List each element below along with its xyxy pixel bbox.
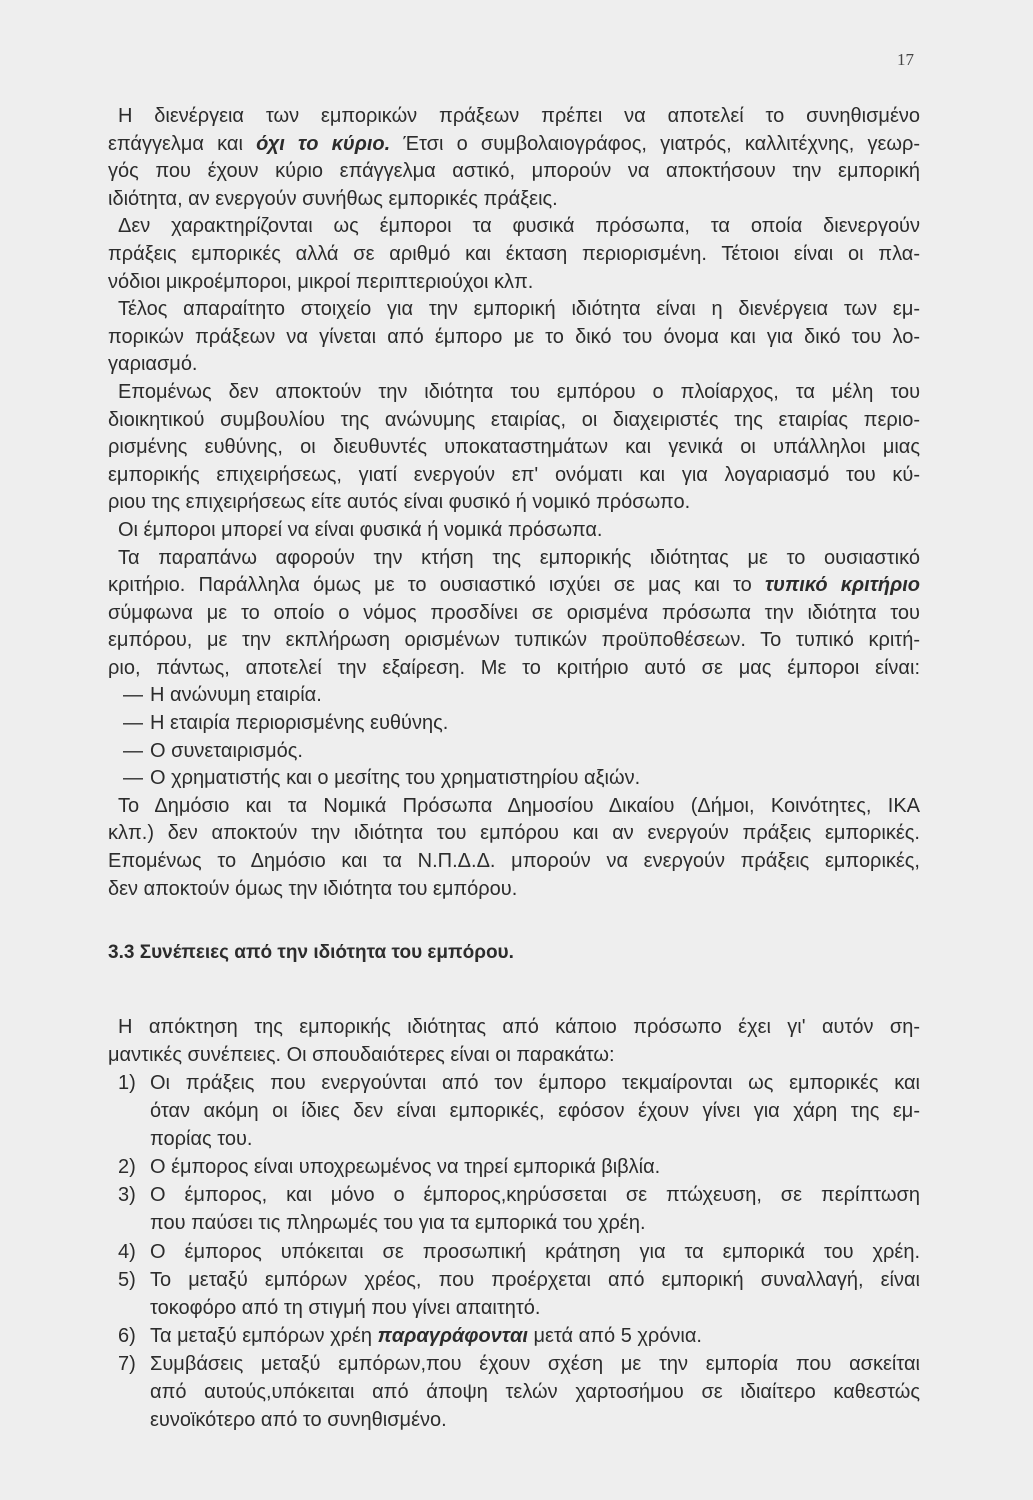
list-item-text: Η εταιρία περιορισμένης ευθύνης. <box>150 712 449 735</box>
text-line: Το μεταξύ εμπόρων χρέος, που προέρχεται από εμπορική συναλλαγή, είναι <box>150 1268 920 1291</box>
paragraph <box>108 545 920 683</box>
text-line: Τα παραπάνω αφορούν την κτήση της εμπορικής ιδιότητας με το ουσιαστικό <box>118 546 920 569</box>
text-line: από αυτούς,υπόκειται από άποψη τελών χαρτοσήμου σε ιδιαίτερο καθεστώς <box>150 1380 920 1403</box>
text-line: εμπόρου, με την εκπλήρωση ορισμένων τυπικών προϋποθέσεων. Το τυπικό κριτή- <box>108 629 920 652</box>
text-line: που παύσει τις πληρωμές του για τα εμπορικά του χρέη. <box>150 1212 646 1235</box>
text-line: πορίας του. <box>150 1128 253 1151</box>
text-line: όταν ακόμη οι ίδιες δεν είναι εμπορικές, εφόσον έχουν γίνει για χάρη της εμ- <box>150 1100 920 1123</box>
text-line: Ο έμπορος υπόκειται σε προσωπική κράτηση για τα εμπορικά του χρέη. <box>150 1240 920 1263</box>
numbered-item <box>108 1350 920 1434</box>
numbered-item <box>108 1266 920 1322</box>
list-item-text: Η ανώνυμη εταιρία. <box>150 684 322 707</box>
body-text-block <box>108 103 920 903</box>
text-line: Ο έμπορος είναι υποχρεωμένος να τηρεί εμπορικά βιβλία. <box>150 1156 661 1179</box>
emphasis-text: τυπικό κριτήριο <box>764 574 920 597</box>
item-number: 5) <box>118 1268 136 1291</box>
item-number: 6) <box>118 1324 136 1347</box>
text-line: δεν αποκτούν όμως την ιδιότητα του εμπόρου. <box>108 877 518 900</box>
numbered-item <box>108 1238 920 1266</box>
text-line: ιδιότητα, αν ενεργούν συνήθως εμπορικές πράξεις. <box>108 187 558 210</box>
list-item-text: Ο χρηματιστής και ο μεσίτης του χρηματιστηρίου αξιών. <box>150 767 641 790</box>
list-item <box>108 710 920 738</box>
list-dash: — <box>123 684 143 707</box>
numbered-item <box>108 1153 920 1181</box>
text-line: Επομένως δεν αποκτούν την ιδιότητα του εμπόρου ο πλοίαρχος, τα μέλη του <box>118 380 920 403</box>
section-body-block <box>108 1013 920 1434</box>
paragraph <box>108 793 920 903</box>
text-span: Έτσι ο συμβολαιογράφος, γιατρός, καλλιτέχνης, γεωρ- <box>390 132 921 155</box>
numbered-item <box>108 1181 920 1237</box>
numbered-item <box>108 1069 920 1153</box>
paragraph <box>108 1013 920 1069</box>
text-line: γός που έχουν κύριο επάγγελμα αστικό, μπορούν να αποκτήσουν την εμπορική <box>108 160 920 183</box>
text-span: κριτήριο. Παράλληλα όμως με το ουσιαστικό ισχύει σε μας και το <box>108 574 765 597</box>
emphasis-text: όχι το κύριο. <box>256 132 391 155</box>
paragraph <box>108 213 920 296</box>
text-line: Ο έμπορος, και μόνο ο έμπορος,κηρύσσεται σε πτώχευση, σε περίπτωση <box>150 1184 920 1207</box>
text-line: Η απόκτηση της εμπορικής ιδιότητας από κάποιο πρόσωπο έχει γι' αυτόν ση- <box>118 1016 920 1038</box>
text-line: Συμβάσεις μεταξύ εμπόρων,που έχουν σχέση με την εμπορία που ασκείται <box>150 1352 920 1375</box>
item-number: 2) <box>118 1156 136 1179</box>
emphasis-text: παραγράφονται <box>377 1324 528 1347</box>
text-line: τοκοφόρο από τη στιγμή που γίνει απαιτητό. <box>150 1296 541 1319</box>
list-dash: — <box>123 767 143 790</box>
text-line: Οι πράξεις που ενεργούνται από τον έμπορο τεκμαίρονται ως εμπορικές και <box>150 1072 920 1095</box>
text-span: Τα μεταξύ εμπόρων χρέη <box>150 1324 378 1347</box>
text-line: ριου της επιχειρήσεως είτε αυτός είναι φυσικό ή νομικό πρόσωπο. <box>108 491 691 514</box>
text-line: γαριασμό. <box>108 353 198 376</box>
list-item-text: Ο συνεταιρισμός. <box>150 739 303 762</box>
text-line: ρισμένης ευθύνης, οι διευθυντές υποκαταστημάτων και γενικά οι υπάλληλοι μιας <box>108 436 920 459</box>
text-line <box>108 572 920 600</box>
list-dash: — <box>123 712 143 735</box>
text-line: Η διενέργεια των εμπορικών πράξεων πρέπει να αποτελεί το συνηθισμένο <box>118 105 920 127</box>
text-line: Επομένως το Δημόσιο και τα Ν.Π.Δ.Δ. μπορούν να ενεργούν πράξεις εμπορικές, <box>108 850 920 873</box>
formal-merchants-list <box>108 682 920 792</box>
section-heading: 3.3 Συνέπειες από την ιδιότητα του εμπόρου. <box>108 942 514 963</box>
text-line: διοικητικού συμβουλίου της ανώνυμης εταιρίας, οι διαχειριστές της εταιρίας περιο- <box>108 408 920 431</box>
text-line: Το Δημόσιο και τα Νομικά Πρόσωπα Δημοσίου Δικαίου (Δήμοι, Κοινότητες, ΙΚΑ <box>118 794 920 817</box>
item-number: 4) <box>118 1240 136 1263</box>
numbered-item <box>108 1322 920 1350</box>
text-line: κλπ.) δεν αποκτούν την ιδιότητα του εμπόρου και αν ενεργούν πράξεις εμπορικές. <box>108 822 920 845</box>
item-number: 3) <box>118 1184 136 1207</box>
text-line: μαντικές συνέπειες. Οι σπουδαιότερες είναι οι παρακάτω: <box>108 1044 615 1067</box>
paragraph <box>108 517 920 545</box>
item-number: 1) <box>118 1072 136 1095</box>
text-line: πράξεις εμπορικές αλλά σε αριθμό και έκταση περιορισμένη. Τέτοιοι είναι οι πλα- <box>108 242 920 265</box>
text-line: νόδιοι μικροέμποροι, μικροί περιπτεριούχοι κλπ. <box>108 270 534 293</box>
text-line <box>150 1322 920 1350</box>
text-line: ριο, πάντως, αποτελεί την εξαίρεση. Με το κριτήριο αυτό σε μας έμποροι είναι: <box>108 656 920 679</box>
text-line: πορικών πράξεων να γίνεται από έμπορο με το δικό του όνομα και για δικό του λο- <box>108 325 920 348</box>
page-number: 17 <box>897 50 914 69</box>
text-line: Δεν χαρακτηρίζονται ως έμποροι τα φυσικά πρόσωπα, τα οποία διενεργούν <box>118 215 920 238</box>
text-line: σύμφωνα με το οποίο ο νόμος προσδίνει σε ορισμένα πρόσωπα την ιδιότητα του <box>108 601 920 624</box>
list-item <box>108 682 920 710</box>
text-span: επάγγελμα και <box>108 132 257 155</box>
paragraph <box>108 296 920 379</box>
paragraph <box>108 379 920 517</box>
list-dash: — <box>123 739 143 762</box>
text-line: Οι έμποροι μπορεί να είναι φυσικά ή νομικά πρόσωπα. <box>118 518 603 541</box>
item-number: 7) <box>118 1352 136 1375</box>
text-line: εμπορικής επιχειρήσεως, γιατί ενεργούν επ' ονόματι και για λογαριασμό του κύ- <box>108 463 920 486</box>
text-line: ευνοϊκότερο από το συνηθισμένο. <box>150 1408 447 1431</box>
paragraph <box>108 103 920 213</box>
list-item <box>108 738 920 766</box>
list-item <box>108 765 920 793</box>
text-line <box>108 131 920 159</box>
text-span: μετά από 5 χρόνια. <box>527 1324 702 1347</box>
text-line: Τέλος απαραίτητο στοιχείο για την εμπορική ιδιότητα είναι η διενέργεια των εμ- <box>118 298 920 321</box>
